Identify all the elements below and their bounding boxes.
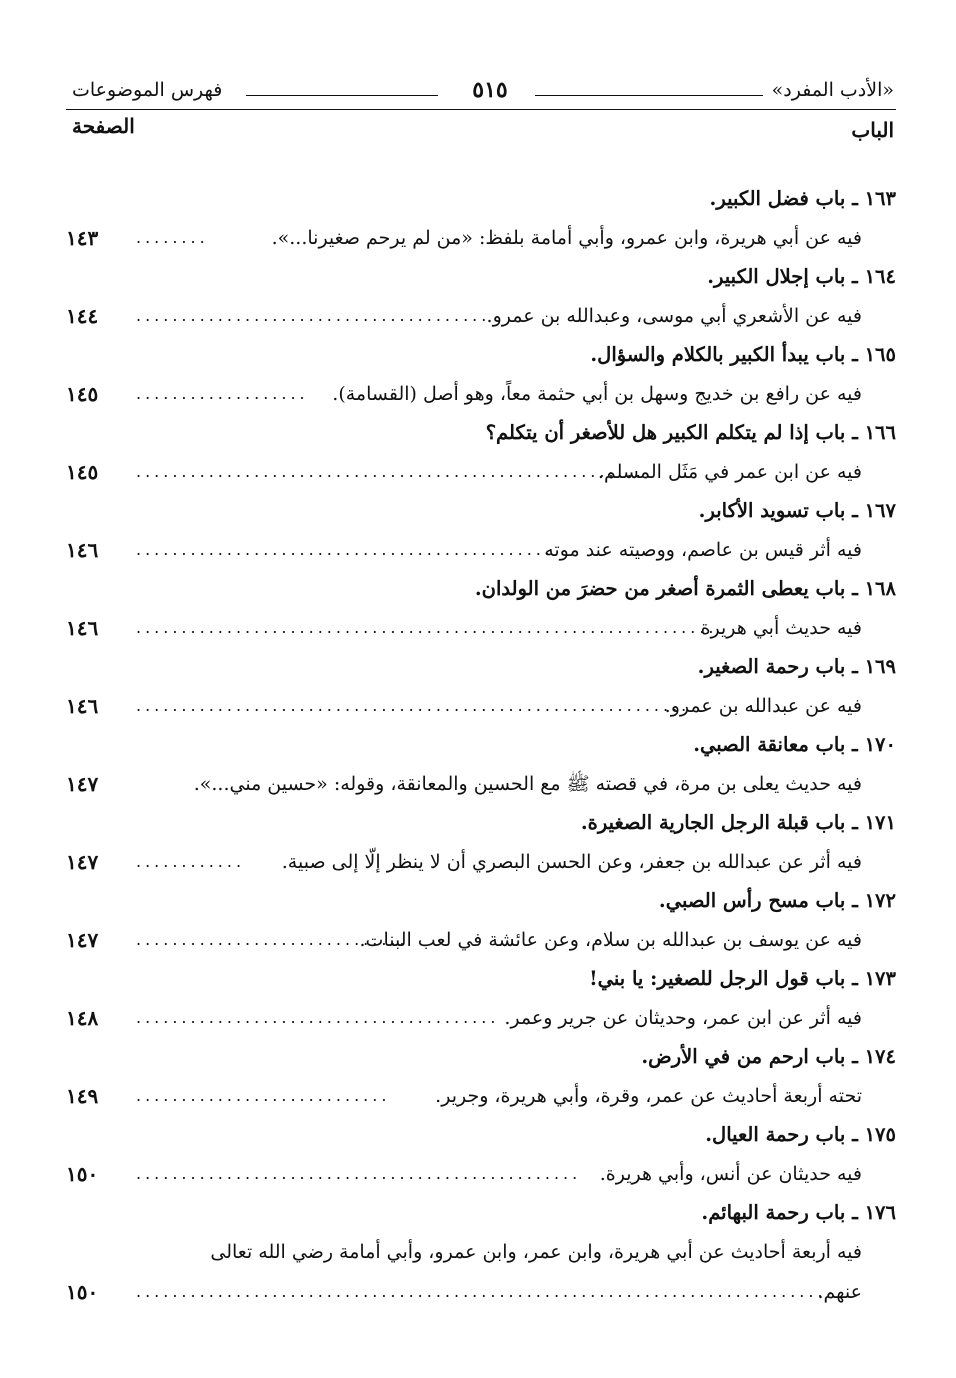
chapter-description-row (66, 998, 896, 1038)
dot-leader: ................................................................ (136, 618, 718, 637)
chapter-description: فيه عن عبدالله بن عمرو. (664, 695, 862, 717)
page-number: ١٤٦ (66, 538, 99, 562)
chapter-description-row (66, 920, 896, 960)
chapter-title: ١٦٨ ـ باب يعطى الثمرة أصغر من حضرَ من الولدان. (474, 577, 896, 600)
chapter-description-row (66, 764, 896, 804)
page-number: ١٤٩ (66, 1084, 99, 1108)
chapter-title: ١٦٩ ـ باب رحمة الصغير. (697, 655, 896, 678)
chapter-title: ١٦٦ ـ باب إذا لم يتكلم الكبير هل للأصغر أن يتكلم؟ (485, 421, 896, 444)
column-label-chapter: الباب (851, 118, 894, 142)
chapter-description: فيه عن الأشعري أبي موسى، وعبدالله بن عمرو. (486, 305, 862, 327)
page-number: ١٤٧ (66, 928, 99, 952)
chapter-description: فيه عن ابن عمر في مَثَل المسلم. (597, 461, 862, 483)
running-header-section-title: فهرس الموضوعات (72, 79, 223, 101)
dot-leader: ....................................... (136, 306, 491, 325)
toc-entries (66, 180, 896, 1314)
toc-entry (66, 804, 896, 882)
chapter-title: ١٧٥ ـ باب رحمة العيال. (705, 1123, 896, 1146)
chapter-title: ١٦٣ ـ باب فضل الكبير. (709, 187, 896, 210)
chapter-description: فيه عن رافع بن خديج وسهل بن أبي حثمة معاً، وهو أصل (القسامة). (332, 383, 862, 405)
chapter-description-row (66, 374, 896, 414)
dot-leader: .............................................. (136, 540, 554, 559)
page-number: ١٤٣ (66, 226, 99, 250)
chapter-description-row (66, 530, 896, 570)
chapter-title: ١٦٧ ـ باب تسويد الأكابر. (698, 499, 896, 522)
toc-entry (66, 960, 896, 1038)
page-number: ١٤٦ (66, 616, 99, 640)
page-number: ١٤٨ (66, 1006, 99, 1030)
dot-leader: ........................................ (136, 1008, 500, 1027)
dot-leader: ............................ (136, 1086, 391, 1105)
chapter-description: فيه أربعة أحاديث عن أبي هريرة، وابن عمر، وابن عمرو، وأبي أمامة رضي الله تعالى (210, 1241, 862, 1263)
page-number: ١٥٠ (66, 1280, 99, 1304)
column-label-page: الصفحة (72, 114, 135, 138)
toc-entry (66, 882, 896, 960)
dot-leader: ........ (136, 228, 209, 247)
toc-entry (66, 1116, 896, 1194)
chapter-description-row (66, 452, 896, 492)
chapter-description-row (66, 1076, 896, 1116)
chapter-description-row (66, 296, 896, 336)
running-header-page-number: ٥١٥ (472, 77, 508, 103)
header-divider (66, 109, 896, 110)
chapter-description-row (66, 218, 896, 258)
chapter-description-row (66, 686, 896, 726)
toc-entry (66, 414, 896, 492)
chapter-title: ١٧٣ ـ باب قول الرجل للصغير: يا بني! (589, 967, 896, 990)
toc-entry (66, 1038, 896, 1116)
header-rule-right (535, 95, 763, 96)
toc-entry (66, 726, 896, 804)
chapter-description: فيه عن أبي هريرة، وابن عمرو، وأبي أمامة بلفظ: «من لم يرحم صغيرنا...». (271, 227, 862, 249)
page-number: ١٤٥ (66, 460, 99, 484)
chapter-title: ١٧٠ ـ باب معانقة الصبي. (693, 733, 896, 756)
toc-entry (66, 570, 896, 648)
chapter-description: فيه حديث أبي هريرة (700, 617, 862, 639)
chapter-description-row (66, 1154, 896, 1194)
page-number: ١٤٦ (66, 694, 99, 718)
page-number: ١٥٠ (66, 1162, 99, 1186)
page-number: ١٤٥ (66, 382, 99, 406)
toc-entry (66, 1194, 896, 1314)
header-rule-left (246, 95, 438, 96)
dot-leader: ................... (136, 384, 309, 403)
page-number: ١٤٧ (66, 850, 99, 874)
chapter-title: ١٦٤ ـ باب إجلال الكبير. (707, 265, 896, 288)
toc-entry (66, 180, 896, 258)
chapter-description: تحته أربعة أحاديث عن عمر، وقرة، وأبي هريرة، وجرير. (435, 1085, 862, 1107)
running-header-book-title: «الأدب المفرد» (771, 79, 894, 101)
chapter-description: فيه أثر عن عبدالله بن جعفر، وعن الحسن البصري أن لا ينظر إلّا إلى صبية. (281, 851, 862, 873)
dot-leader: ............ (136, 852, 246, 871)
chapter-title: ١٧٢ ـ باب مسح رأس الصبي. (658, 889, 896, 912)
page-number: ١٤٧ (66, 772, 99, 796)
chapter-description: فيه عن يوسف بن عبدالله بن سلام، وعن عائشة في لعب البنات. (359, 929, 862, 951)
chapter-description: فيه حديثان عن أنس، وأبي هريرة. (599, 1163, 862, 1185)
chapter-description: فيه أثر قيس بن عاصم، ووصيته عند موته (544, 539, 862, 561)
toc-entry (66, 258, 896, 336)
toc-entry (66, 492, 896, 570)
chapter-title: ١٦٥ ـ باب يبدأ الكبير بالكلام والسؤال. (590, 343, 896, 366)
chapter-title: ١٧٦ ـ باب رحمة البهائم. (701, 1201, 896, 1224)
chapter-description-continued: عنهم. (817, 1281, 862, 1303)
chapter-title: ١٧١ ـ باب قبلة الرجل الجارية الصغيرة. (580, 811, 896, 834)
dot-leader: ........................................................ (136, 462, 645, 481)
chapter-description-row (66, 1232, 896, 1314)
chapter-title: ١٧٤ ـ باب ارحم من في الأرض. (641, 1045, 896, 1068)
chapter-description: فيه أثر عن ابن عمر، وحديثان عن جرير وعمر. (504, 1007, 862, 1029)
dot-leader: ............................................................................ (136, 1282, 827, 1301)
page-number: ١٤٤ (66, 304, 99, 328)
chapter-description-row (66, 842, 896, 882)
chapter-description: فيه حديث يعلى بن مرة، في قصته ﷺ مع الحسين والمعانقة، وقوله: «حسين مني...». (193, 773, 862, 795)
dot-leader: ............................................................. (136, 696, 691, 715)
toc-entry (66, 336, 896, 414)
dot-leader: ................................................. (136, 1164, 582, 1183)
chapter-description-row (66, 608, 896, 648)
dot-leader: .............................. (136, 930, 409, 949)
toc-entry (66, 648, 896, 726)
